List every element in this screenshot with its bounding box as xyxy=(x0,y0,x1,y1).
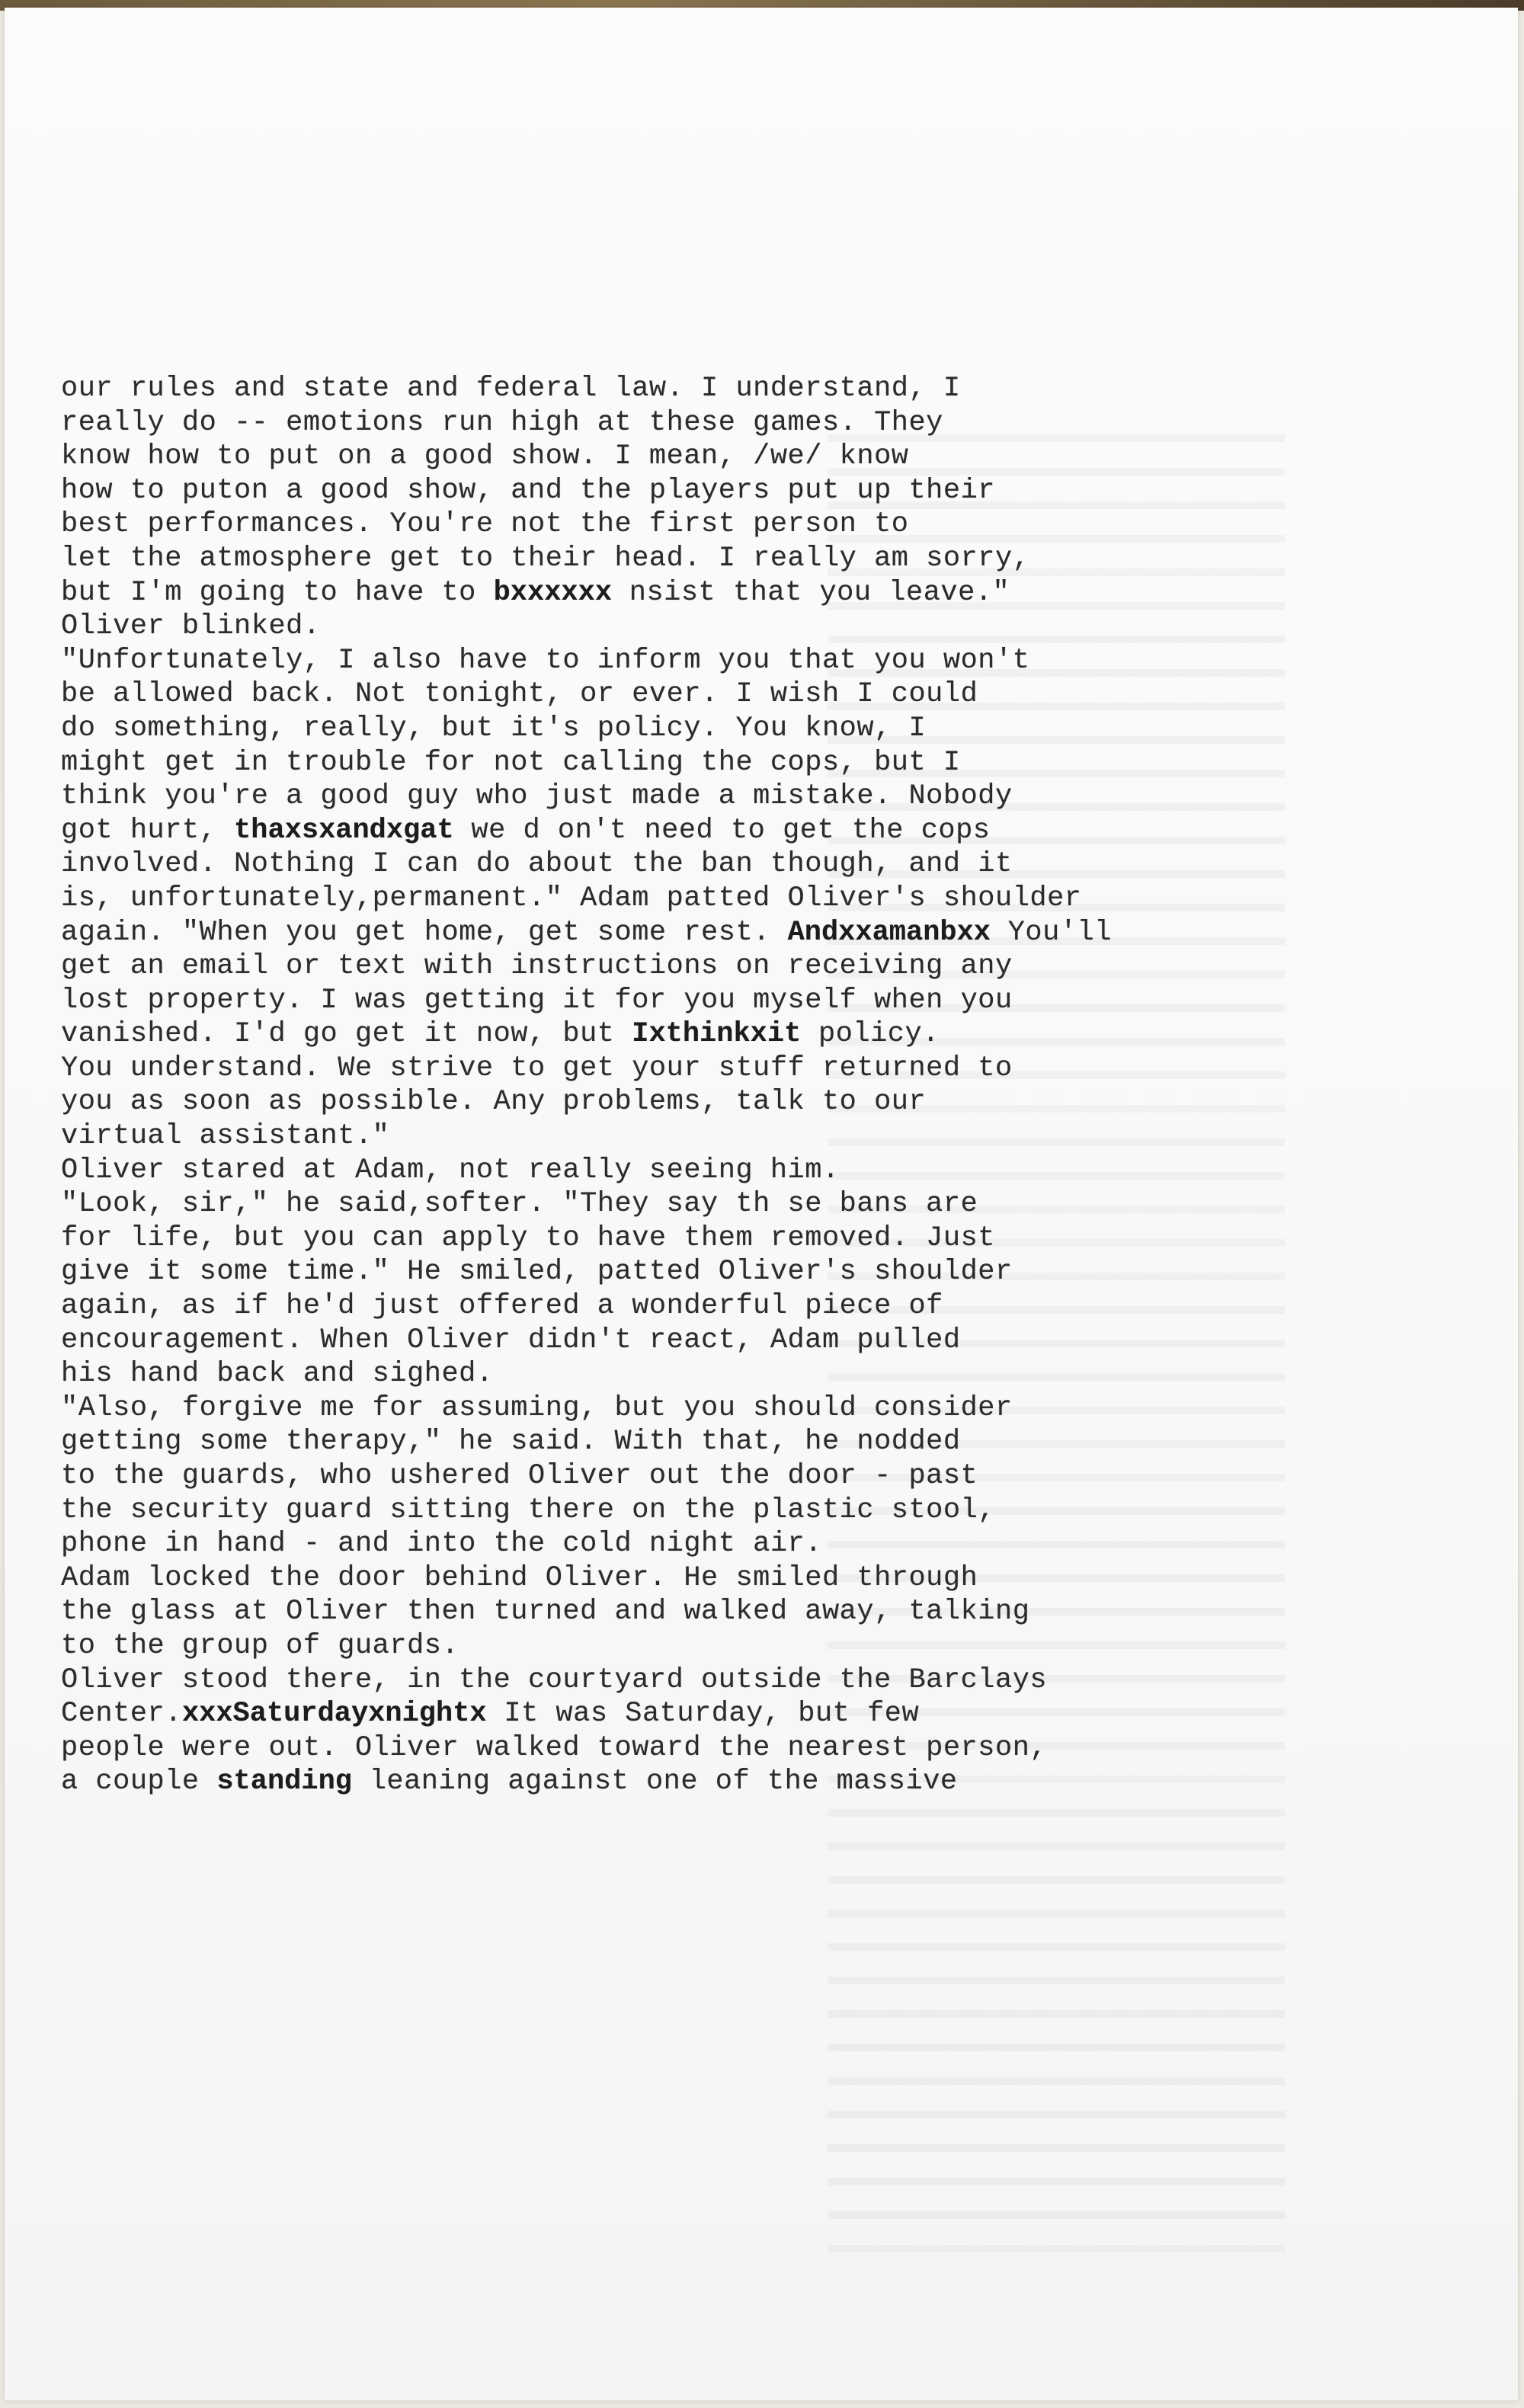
text-line xyxy=(61,847,1494,882)
text-line xyxy=(61,814,1494,848)
text-segment: give it some time." He smiled, patted Oliver's shoulder xyxy=(61,1256,1013,1289)
text-line xyxy=(61,508,1494,542)
text-segment: policy. xyxy=(801,1018,940,1051)
text-segment: might get in trouble for not calling the cops, but I xyxy=(61,746,961,779)
text-segment: but I'm going to have to xyxy=(61,576,494,609)
text-segment: really do -- emotions run high at these games. They xyxy=(61,406,943,439)
text-line xyxy=(61,1255,1494,1289)
text-segment: for life, but you can apply to have them removed. Just xyxy=(61,1222,995,1254)
text-segment: let the atmosphere get to their head. I really am sorry, xyxy=(61,542,1030,575)
text-segment: "Also, forgive me for assuming, but you should consider xyxy=(61,1391,1013,1424)
text-line xyxy=(61,1391,1494,1426)
text-segment: again. "When you get home, get some rest. xyxy=(61,916,788,949)
text-line xyxy=(61,1187,1494,1222)
text-line xyxy=(61,610,1494,644)
text-line xyxy=(61,1595,1494,1629)
text-segment: to the group of guards. xyxy=(61,1629,459,1662)
text-line xyxy=(61,882,1494,916)
text-line xyxy=(61,1425,1494,1459)
text-segment: virtual assistant." xyxy=(61,1120,390,1153)
text-line xyxy=(61,949,1494,984)
text-segment: leaning against one of the massive xyxy=(351,1766,958,1798)
text-segment: vanished. I'd go get it now, but xyxy=(61,1018,632,1051)
text-line xyxy=(61,1697,1494,1731)
text-segment: nsist that you leave." xyxy=(612,576,1010,609)
text-segment: Center. xyxy=(61,1698,182,1731)
text-line xyxy=(61,1085,1494,1119)
text-segment: to the guards, who ushered Oliver out the door - past xyxy=(61,1460,978,1492)
text-segment: get an email or text with instructions on receiving any xyxy=(61,950,1013,983)
text-line xyxy=(61,440,1494,474)
text-line xyxy=(61,1527,1494,1561)
struck-out-text: Andxxamanbxx xyxy=(787,916,991,949)
text-line xyxy=(61,372,1494,406)
text-segment: do something, really, but it's policy. You know, I xyxy=(61,712,927,744)
text-line xyxy=(61,1629,1494,1664)
text-line xyxy=(61,1765,1494,1799)
text-segment: know how to put on a good show. I mean, /we/ know xyxy=(61,440,909,473)
text-line xyxy=(61,916,1494,950)
text-segment: "Unfortunately, I also have to inform you that you won't xyxy=(61,644,1030,677)
text-line xyxy=(61,712,1494,746)
text-segment: the security guard sitting there on the plastic stool, xyxy=(61,1494,995,1526)
text-segment: phone in hand - and into the cold night air. xyxy=(61,1528,822,1561)
text-line xyxy=(61,644,1494,678)
text-line xyxy=(61,1154,1494,1188)
struck-out-text: thaxsxandxgat xyxy=(234,814,454,847)
text-line xyxy=(61,1459,1494,1494)
struck-out-text: xxxSaturdayxnightx xyxy=(181,1698,487,1731)
text-segment: his hand back and sighed. xyxy=(61,1358,494,1391)
text-line xyxy=(61,1731,1494,1766)
text-line xyxy=(61,542,1494,576)
text-segment: "Look, sir," he said,softer. "They say th se bans are xyxy=(61,1188,978,1221)
text-segment: people were out. Oliver walked toward the nearest person, xyxy=(61,1731,1048,1764)
text-segment: be allowed back. Not tonight, or ever. I wish I could xyxy=(61,678,978,711)
text-segment: Oliver blinked. xyxy=(61,610,321,643)
text-segment: Oliver stared at Adam, not really seeing him. xyxy=(61,1154,840,1186)
text-line xyxy=(61,1494,1494,1528)
text-segment: lost property. I was getting it for you myself when you xyxy=(61,984,1013,1017)
text-line xyxy=(61,1017,1494,1052)
text-segment: the glass at Oliver then turned and walked away, talking xyxy=(61,1596,1030,1628)
text-segment: Oliver stood there, in the courtyard outside the Barclays xyxy=(61,1664,1048,1696)
text-line xyxy=(61,1289,1494,1324)
text-line xyxy=(61,984,1494,1018)
text-line xyxy=(61,1561,1494,1596)
text-line xyxy=(61,406,1494,440)
text-segment: you as soon as possible. Any problems, talk to our xyxy=(61,1086,927,1119)
text-segment: our rules and state and federal law. I understand, I xyxy=(61,373,961,405)
text-segment: is, unfortunately,permanent." Adam patted Oliver's shoulder xyxy=(61,882,1082,914)
text-segment: best performances. You're not the first person to xyxy=(61,508,909,541)
text-segment: encouragement. When Oliver didn't react, Adam pulled xyxy=(61,1324,961,1356)
text-segment: think you're a good guy who just made a mistake. Nobody xyxy=(61,780,1013,813)
text-line xyxy=(61,1222,1494,1256)
text-segment: getting some therapy," he said. With that, he nodded xyxy=(61,1426,961,1459)
struck-out-text: bxxxxxx xyxy=(493,576,613,609)
text-segment: You'll xyxy=(991,916,1112,949)
text-segment: got hurt, xyxy=(61,814,235,847)
text-line xyxy=(61,1664,1494,1698)
text-segment: Adam locked the door behind Oliver. He smiled through xyxy=(61,1561,978,1594)
struck-out-text: standing xyxy=(216,1766,352,1798)
text-line xyxy=(61,780,1494,814)
text-line xyxy=(61,474,1494,508)
text-segment: You understand. We strive to get your stuff returned to xyxy=(61,1052,1013,1084)
text-line xyxy=(61,1324,1494,1358)
text-line xyxy=(61,1357,1494,1391)
text-line xyxy=(61,677,1494,712)
text-segment: It was Saturday, but few xyxy=(486,1698,920,1731)
text-line xyxy=(61,576,1494,610)
struck-out-text: Ixthinkxit xyxy=(632,1018,802,1051)
text-segment: again, as if he'd just offered a wonderful piece of xyxy=(61,1290,943,1323)
manuscript-text xyxy=(61,372,1494,1799)
text-segment: we d on't need to get the cops xyxy=(453,814,991,847)
text-segment: how to puton a good show, and the players put up their xyxy=(61,474,995,507)
text-segment: involved. Nothing I can do about the ban though, and it xyxy=(61,848,1013,881)
text-line xyxy=(61,1119,1494,1154)
text-line xyxy=(61,746,1494,780)
text-line xyxy=(61,1052,1494,1086)
text-segment: a couple xyxy=(61,1766,217,1798)
